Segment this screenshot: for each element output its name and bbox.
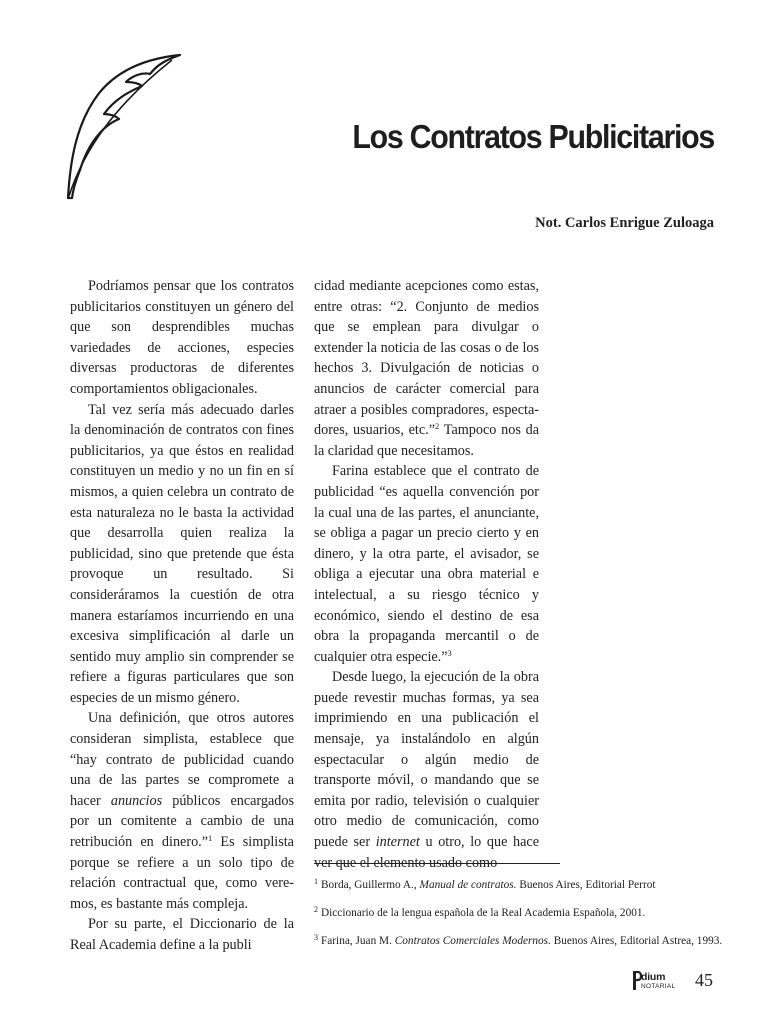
footnote-ref: 1 — [208, 833, 213, 844]
logo-text: dium — [641, 971, 666, 983]
page-title: Los Contratos Publicitarios — [352, 118, 714, 155]
text-run: Farina establece que el contrato de publicidad “es aquella convención por la cual una de las partes, el anunciante, se obliga a pagar un precio cierto y en dinero, y la otra parte, el avisador, se obliga a ejecutar una obra material e intelectual, a su riesgo técnico y económico, siendo el destino de esa obra la propaganda mercantil o de cualquier otra especie.” — [314, 463, 539, 665]
text-run: u otro, lo que hace ver que el elemento usado como — [314, 834, 539, 871]
podium-notarial-logo — [632, 971, 676, 993]
emphasis-text: anuncios — [110, 792, 163, 809]
footnote — [314, 877, 734, 893]
paragraph: Podríamos pensar que los contratos publicitarios constituyen un género del que son desprendibles muchas variedades de acciones, especies diversas productoras de diferentes comportamientos obligacionales. — [70, 278, 294, 397]
footnote — [314, 905, 734, 921]
footnote-title: Contratos Comerciales Modernos. — [394, 935, 551, 947]
logo-subtext: NOTARIAL — [641, 983, 676, 990]
footnote-text: Buenos Aires, Editorial Astrea, 1993. — [550, 935, 723, 947]
text-run: Desde luego, la ejecución de la obra puede revestir muchas formas, ya sea imprimiendo en una publicación el mensaje, ya instalándolo en algún espectacular o algún medio de transporte móvil, o mandando que se emita por radio, televisión o cualquier otro medio de comunicación, como puede ser — [314, 669, 539, 851]
text-run: Una definición, que otros autores consideran simplista, establece que “hay contrato de publicidad cuando una de las partes se compromete a hacer — [70, 710, 294, 809]
paragraph: Por su parte, el Diccionario de la Real Academia define a la publi — [70, 916, 294, 953]
footnote-ref: 3 — [447, 647, 452, 658]
footnote-text: Buenos Aires, Editorial Perrot — [516, 879, 656, 891]
text-run: cidad mediante acepciones como estas, entre otras: “2. Conjunto de medios que se emplean para divulgar o extender la noticia de las cosas o de los hechos 3. Divulgación de noticias o anuncios de carácter comercial para atraer a posibles compradores, espectadores, usuarios, etc.” — [314, 278, 539, 439]
footnote-divider — [314, 863, 560, 864]
text-column-right — [314, 276, 539, 873]
page-number: 45 — [695, 970, 713, 990]
footnote-number: 1 — [314, 877, 318, 886]
paragraph — [314, 461, 539, 667]
text-run: Es simplista porque se refiere a un solo tipo de relación contractual que, como veremos, es bastante más compleja. — [70, 834, 294, 912]
footnote-text: Borda, Guillermo A., — [321, 879, 420, 891]
footnote-number: 2 — [314, 905, 318, 914]
footnote-text: Farina, Juan M. — [321, 935, 395, 947]
author-byline: Not. Carlos Enrigue Zuloaga — [535, 215, 714, 231]
text-run: Tampoco nos da la claridad que necesitamos. — [314, 422, 539, 459]
emphasis-text: internet — [375, 834, 420, 851]
footnote-text: Diccionario de la lengua española de la Real Academia Española, 2001. — [321, 907, 646, 919]
paragraph — [314, 276, 539, 461]
paragraph — [70, 708, 294, 914]
footnote-number: 3 — [314, 933, 318, 942]
quill-pen-icon — [62, 52, 184, 200]
footnote — [314, 933, 734, 949]
text-run: públicos encargados por un comitente a cambio de una retribución en dinero.” — [70, 792, 294, 851]
text-column-left — [70, 276, 294, 956]
footnote-title: Manual de contratos. — [419, 879, 517, 891]
paragraph — [314, 667, 539, 873]
footnote-ref: 2 — [435, 421, 440, 432]
footnotes — [314, 877, 734, 961]
paragraph: Tal vez sería más adecuado darles la denominación de contratos con fines publicitarios, ya que éstos en realidad constituyen un medio y no un fin en sí mismos, a quien celebra un contrato de esta naturaleza no le basta la actividad que desarrolla quien realiza la publicidad, sino que pretende que ésta provoque un resultado. Si consideráramos la cuestión de otra manera estaríamos incurriendo en una excesiva simplificación al darle un sentido muy amplio sin comprender se refiere a figuras particulares que son especies de un mismo género. — [70, 401, 294, 706]
